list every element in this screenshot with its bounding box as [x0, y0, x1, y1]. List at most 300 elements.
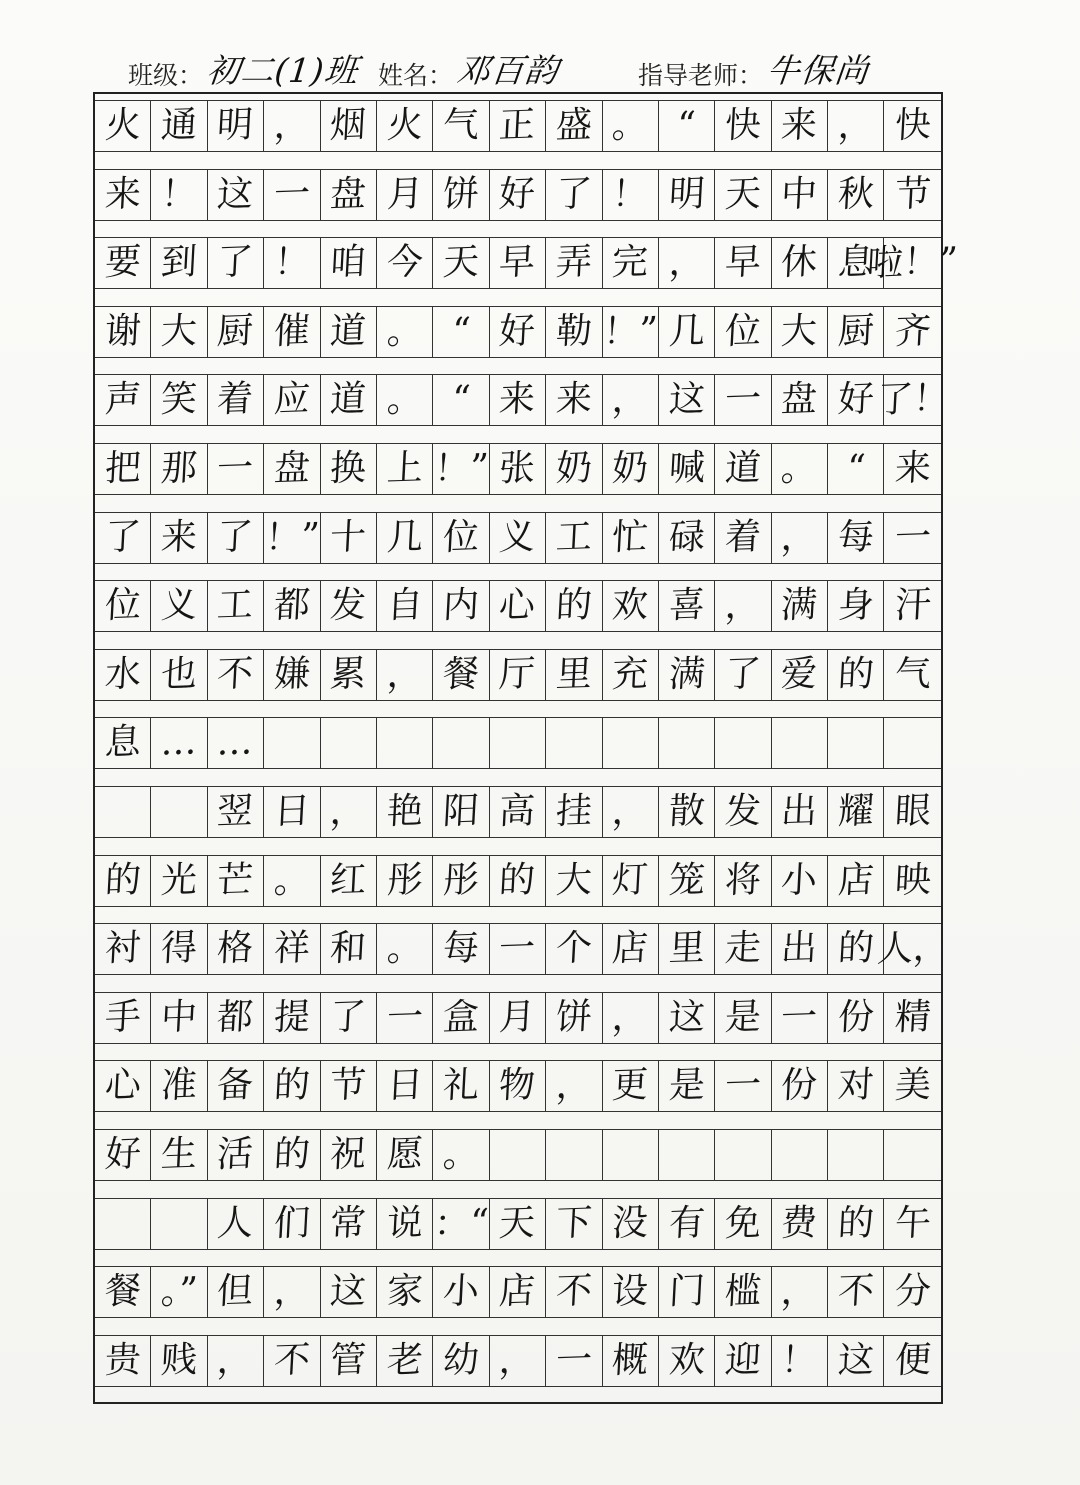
- grid-cell: [659, 170, 715, 220]
- handwritten-char: 概: [611, 1339, 650, 1382]
- handwritten-char: 一: [723, 1064, 763, 1108]
- grid-cell: [659, 444, 715, 494]
- handwritten-char: ，: [780, 515, 819, 559]
- handwritten-char: 了: [723, 653, 763, 696]
- handwritten-char: 义: [498, 515, 537, 559]
- handwritten-char: 份: [780, 1064, 819, 1108]
- grid-cell: [715, 993, 771, 1043]
- grid-cell: [433, 307, 489, 357]
- grid-cell: [490, 238, 546, 288]
- handwritten-char: ，: [385, 653, 424, 696]
- handwritten-char: 到: [160, 241, 199, 284]
- handwritten-char: 累: [329, 653, 368, 696]
- grid-cell: [321, 238, 377, 288]
- grid-cell: [546, 444, 602, 494]
- grid-cell: [884, 650, 940, 700]
- handwritten-char: 工: [216, 584, 255, 627]
- grid-cell: [208, 650, 264, 700]
- handwritten-char: ，: [329, 790, 368, 833]
- grid-cell: [659, 856, 715, 906]
- handwritten-char: 声: [103, 378, 142, 422]
- handwritten-char: 那: [160, 447, 199, 490]
- handwritten-char: 是: [667, 1064, 706, 1108]
- handwritten-char: 礼: [441, 1064, 481, 1108]
- grid-cell: [95, 650, 151, 700]
- handwritten-char: 。: [441, 1133, 481, 1176]
- grid-cell: [828, 1267, 884, 1317]
- handwritten-char: 喊: [667, 447, 706, 490]
- grid-cell: [490, 924, 546, 974]
- grid-cell: [772, 718, 828, 768]
- grid-cell: [715, 1336, 771, 1386]
- handwritten-char: ：“: [432, 1201, 490, 1245]
- grid-row: [95, 1129, 941, 1181]
- grid-cell: [433, 1130, 489, 1180]
- grid-cell: [715, 924, 771, 974]
- handwritten-char: “: [676, 104, 697, 147]
- handwritten-char: 但: [216, 1270, 255, 1313]
- handwritten-char: 翌: [216, 790, 255, 833]
- handwritten-char: 人，: [875, 926, 950, 971]
- grid-cell: [264, 307, 320, 357]
- teacher-field: [638, 45, 938, 92]
- handwritten-char: 来: [893, 447, 932, 490]
- grid-cell: [715, 1199, 771, 1249]
- grid-cell: [151, 993, 207, 1043]
- handwritten-char: ！: [611, 172, 650, 216]
- grid-cell: [659, 1199, 715, 1249]
- handwritten-char: 满: [667, 653, 706, 696]
- grid-cell: [151, 444, 207, 494]
- handwritten-char: 彤: [441, 858, 481, 902]
- grid-cell: [208, 170, 264, 220]
- handwritten-char: 芒: [216, 858, 255, 902]
- handwritten-char: 明: [667, 172, 706, 216]
- handwritten-char: 的: [554, 584, 593, 627]
- grid-cell: [264, 581, 320, 631]
- grid-cell: [603, 444, 659, 494]
- grid-cell: [321, 787, 377, 837]
- grid-cell: [715, 101, 771, 151]
- grid-cell: [433, 101, 489, 151]
- handwritten-char: 手: [103, 996, 142, 1039]
- handwritten-char: 节: [893, 172, 932, 216]
- grid-row: [95, 306, 941, 358]
- handwritten-char: 烟: [329, 104, 368, 147]
- handwritten-char: 着: [216, 378, 255, 422]
- handwritten-char: 快: [893, 104, 932, 147]
- grid-cell: [828, 581, 884, 631]
- grid-cell: [151, 1130, 207, 1180]
- handwritten-char: 气: [893, 653, 932, 696]
- handwritten-char: 物: [498, 1064, 537, 1108]
- grid-cell: [546, 1336, 602, 1386]
- grid-cell: [321, 1130, 377, 1180]
- grid-cell: [490, 444, 546, 494]
- handwritten-char: 是: [723, 996, 763, 1039]
- handwritten-char: 贵: [103, 1339, 142, 1382]
- grid-cell: [884, 1061, 940, 1111]
- grid-cell: [603, 650, 659, 700]
- grid-cell: [715, 650, 771, 700]
- name-label: 姓名：: [378, 61, 454, 90]
- grid-cell: [377, 238, 433, 288]
- grid-row: [95, 649, 941, 701]
- handwritten-char: ，: [498, 1339, 537, 1382]
- grid-cell: [208, 718, 264, 768]
- grid-cell: [884, 581, 940, 631]
- handwritten-char: 大: [780, 310, 819, 353]
- grid-cell: [151, 101, 207, 151]
- grid-cell: [659, 1130, 715, 1180]
- handwritten-char: 里: [667, 927, 706, 970]
- grid-row: [95, 1266, 941, 1318]
- handwritten-char: 谢: [103, 310, 142, 353]
- grid-cell: [433, 1336, 489, 1386]
- class-field: [128, 45, 378, 92]
- handwritten-char: ，: [723, 584, 763, 627]
- grid-cell: [433, 513, 489, 563]
- grid-cell: [603, 993, 659, 1043]
- grid-cell: [546, 375, 602, 425]
- grid-cell: [433, 856, 489, 906]
- grid-cell: [321, 170, 377, 220]
- handwritten-char: 艳: [385, 790, 424, 833]
- grid-cell: [377, 787, 433, 837]
- handwritten-char: 早: [498, 241, 537, 284]
- grid-cell: [884, 307, 940, 357]
- handwritten-char: 这: [667, 378, 706, 422]
- grid-cell: [772, 787, 828, 837]
- grid-cell: [264, 924, 320, 974]
- handwritten-char: 完: [611, 241, 650, 284]
- grid-cell: [772, 1130, 828, 1180]
- handwritten-char: 碌: [667, 515, 706, 559]
- handwritten-char: 将: [723, 858, 763, 902]
- grid-cell: [321, 581, 377, 631]
- grid-cell: [772, 1267, 828, 1317]
- handwritten-char: 备: [216, 1064, 255, 1108]
- handwritten-char: 盒: [441, 996, 481, 1039]
- handwritten-char: 大: [554, 858, 593, 902]
- grid-cell: [264, 1336, 320, 1386]
- grid-cell: [151, 924, 207, 974]
- handwritten-char: 衬: [103, 927, 142, 970]
- handwritten-char: 都: [272, 584, 311, 627]
- grid-cell: [828, 170, 884, 220]
- handwritten-char: 来: [780, 104, 819, 147]
- handwritten-char: 出: [780, 790, 819, 833]
- handwritten-char: 好: [836, 378, 875, 422]
- grid-cell: [95, 924, 151, 974]
- handwritten-char: ，: [554, 1064, 593, 1108]
- grid-cell: [603, 513, 659, 563]
- grid-cell: [377, 1199, 433, 1249]
- grid-cell: [264, 1199, 320, 1249]
- grid-cell: [603, 101, 659, 151]
- grid-cell: [884, 1336, 940, 1386]
- handwritten-char: 大: [160, 310, 199, 353]
- grid-cell: [828, 513, 884, 563]
- grid-cell: [884, 170, 940, 220]
- handwritten-char: 道: [329, 378, 368, 422]
- class-label: 班级：: [128, 61, 204, 90]
- handwritten-char: 位: [723, 310, 763, 353]
- handwritten-char: 没: [611, 1201, 650, 1245]
- grid-row: [95, 855, 941, 907]
- grid-cell: [151, 856, 207, 906]
- handwritten-char: 家: [385, 1270, 424, 1313]
- grid-cell: [208, 1199, 264, 1249]
- handwritten-char: 满: [780, 584, 819, 627]
- grid-cell: [95, 993, 151, 1043]
- grid-cell: [208, 238, 264, 288]
- handwritten-char: 更: [611, 1064, 650, 1108]
- grid-cell: [95, 375, 151, 425]
- grid-cell: [772, 375, 828, 425]
- handwritten-char: 们: [272, 1201, 311, 1245]
- handwritten-char: 了！: [875, 378, 950, 422]
- handwritten-char: 人: [216, 1201, 255, 1245]
- grid-cell: [321, 718, 377, 768]
- grid-cell: [490, 650, 546, 700]
- grid-cell: [433, 170, 489, 220]
- grid-cell: [95, 101, 151, 151]
- grid-cell: [377, 718, 433, 768]
- grid-cell: [875, 924, 950, 974]
- grid-cell: [208, 444, 264, 494]
- grid-cell: [377, 1061, 433, 1111]
- handwritten-char: 上: [385, 447, 424, 490]
- grid-cell: [715, 307, 771, 357]
- grid-cell: [828, 856, 884, 906]
- handwritten-char: “: [845, 447, 867, 490]
- handwritten-char: 充: [611, 653, 650, 696]
- grid-cell: [828, 101, 884, 151]
- handwritten-char: 餐: [441, 653, 481, 696]
- grid-cell: [603, 375, 659, 425]
- handwritten-char: 愿: [385, 1133, 424, 1176]
- grid-cell: [772, 1336, 828, 1386]
- handwritten-char: 笑: [160, 378, 199, 422]
- grid-cell: [377, 1267, 433, 1317]
- grid-cell: [490, 307, 546, 357]
- grid-cell: [603, 1130, 659, 1180]
- handwritten-char: ，: [272, 1270, 311, 1313]
- grid-cell: [490, 787, 546, 837]
- handwritten-char: 的: [498, 858, 537, 902]
- grid-cell: [321, 375, 377, 425]
- grid-cell: [433, 375, 489, 425]
- grid-row: [95, 992, 941, 1044]
- handwritten-char: 天: [723, 172, 763, 216]
- grid-cell: [715, 581, 771, 631]
- handwritten-char: ，: [780, 1270, 819, 1313]
- grid-cell: [321, 650, 377, 700]
- handwritten-char: ，: [216, 1339, 255, 1382]
- handwritten-char: 火: [385, 104, 424, 147]
- grid-cell: [546, 1061, 602, 1111]
- handwritten-char: 来: [498, 378, 537, 422]
- grid-cell: [321, 856, 377, 906]
- grid-cell: [433, 1199, 489, 1249]
- grid-cell: [546, 787, 602, 837]
- handwritten-char: 一: [272, 172, 311, 216]
- handwritten-char: 月: [385, 172, 424, 216]
- handwritten-char: 中: [160, 996, 199, 1039]
- grid-cell: [95, 238, 151, 288]
- grid-cell: [151, 787, 207, 837]
- handwritten-char: 贱: [160, 1339, 199, 1382]
- grid-cell: [433, 718, 489, 768]
- handwritten-char: 活: [216, 1133, 255, 1176]
- handwritten-char: 一: [723, 378, 763, 422]
- grid-cell: [490, 1199, 546, 1249]
- handwritten-char: 分: [893, 1270, 932, 1313]
- grid-cell: [546, 993, 602, 1043]
- handwritten-char: 了: [554, 172, 593, 216]
- grid-cell: [884, 787, 940, 837]
- grid-cell: [866, 238, 959, 288]
- grid-cell: [772, 650, 828, 700]
- grid-cell: [151, 1199, 207, 1249]
- grid-cell: [546, 581, 602, 631]
- handwritten-char: 通: [160, 104, 199, 147]
- grid-cell: [884, 856, 940, 906]
- grid-cell: [151, 170, 207, 220]
- handwritten-char: 说: [385, 1201, 424, 1245]
- grid-cell: [828, 444, 884, 494]
- grid-cell: [264, 375, 320, 425]
- handwritten-char: 一: [385, 996, 424, 1039]
- handwritten-char: 一: [554, 1339, 593, 1382]
- grid-cell: [208, 787, 264, 837]
- handwritten-char: 发: [723, 790, 763, 833]
- grid-cell: [377, 650, 433, 700]
- grid-cell: [151, 581, 207, 631]
- handwritten-char: 十: [329, 515, 368, 559]
- grid-cell: [433, 238, 489, 288]
- handwritten-char: 汗: [893, 584, 932, 627]
- handwritten-char: 彤: [385, 858, 424, 902]
- grid-cell: [546, 1130, 602, 1180]
- grid-cell: [433, 650, 489, 700]
- handwritten-char: 几: [667, 310, 706, 353]
- handwritten-char: 这: [836, 1339, 875, 1382]
- handwritten-char: ，: [836, 104, 875, 147]
- grid-cell: [433, 924, 489, 974]
- handwritten-char: 店: [836, 858, 875, 902]
- handwritten-char: 今: [385, 241, 424, 284]
- grid-cell: [377, 856, 433, 906]
- grid-cell: [264, 650, 320, 700]
- grid-cell: [321, 993, 377, 1043]
- handwritten-char: 的: [836, 653, 875, 696]
- handwritten-char: 散: [667, 790, 706, 833]
- grid-cell: [603, 1267, 659, 1317]
- handwritten-char: 得: [160, 927, 199, 970]
- handwritten-char: 。: [780, 447, 819, 490]
- handwritten-char: ！: [160, 172, 199, 216]
- handwritten-char: 好: [103, 1133, 142, 1176]
- handwritten-char: 几: [385, 515, 424, 559]
- grid-cell: [377, 581, 433, 631]
- grid-cell: [264, 787, 320, 837]
- handwritten-char: 快: [723, 104, 763, 147]
- grid-cell: [715, 170, 771, 220]
- grid-cell: [546, 650, 602, 700]
- grid-cell: [490, 1130, 546, 1180]
- handwritten-char: 灯: [611, 858, 650, 902]
- handwritten-char: 下: [554, 1201, 593, 1245]
- handwritten-char: 都: [216, 996, 255, 1039]
- grid-cell: [715, 513, 771, 563]
- grid-cell: [151, 718, 207, 768]
- handwritten-char: 红: [329, 858, 368, 902]
- handwritten-char: 火: [103, 104, 142, 147]
- handwritten-char: 弄: [554, 241, 593, 284]
- handwritten-char: 份: [836, 996, 875, 1039]
- handwritten-char: 的: [272, 1064, 311, 1108]
- grid-cell: [715, 1267, 771, 1317]
- handwritten-char: 。: [385, 310, 424, 353]
- grid-cell: [884, 718, 940, 768]
- handwritten-char: ！: [272, 241, 311, 284]
- grid-cell: [772, 307, 828, 357]
- grid-cell: [546, 924, 602, 974]
- grid-cell: [603, 238, 659, 288]
- grid-row: [95, 717, 941, 769]
- handwritten-char: 日: [272, 790, 311, 833]
- grid-cell: [828, 718, 884, 768]
- handwritten-char: 。: [385, 927, 424, 970]
- grid-cell: [95, 581, 151, 631]
- handwritten-char: 奶: [611, 447, 650, 490]
- grid-cell: [208, 581, 264, 631]
- handwritten-char: …: [160, 721, 199, 765]
- handwritten-char: 欢: [667, 1339, 706, 1382]
- grid-cell: [828, 1199, 884, 1249]
- grid-cell: [264, 170, 320, 220]
- handwritten-char: 饼: [554, 996, 593, 1039]
- handwritten-char: 饼: [441, 172, 481, 216]
- handwritten-char: 喜: [667, 584, 706, 627]
- handwritten-char: 道: [329, 310, 368, 353]
- grid-cell: [715, 1130, 771, 1180]
- handwritten-char: 的: [836, 927, 875, 970]
- handwritten-char: 生: [160, 1133, 199, 1176]
- grid-cell: [659, 581, 715, 631]
- grid-cell: [715, 238, 771, 288]
- handwritten-char: 这: [329, 1270, 368, 1313]
- grid-cell: [546, 513, 602, 563]
- grid-cell: [208, 1267, 264, 1317]
- handwritten-char: 位: [103, 584, 142, 627]
- handwritten-char: 欢: [611, 584, 650, 627]
- handwritten-char: 准: [160, 1064, 199, 1108]
- handwritten-char: 出: [780, 927, 819, 970]
- grid-cell: [95, 1130, 151, 1180]
- handwritten-char: 一: [893, 515, 932, 559]
- handwritten-char: “: [450, 379, 472, 421]
- handwritten-char: 自: [385, 584, 424, 627]
- grid-cell: [264, 238, 320, 288]
- handwritten-char: 阳: [441, 790, 481, 833]
- grid-cell: [95, 1199, 151, 1249]
- handwritten-char: 了: [216, 241, 255, 284]
- handwritten-char: 道: [723, 447, 763, 490]
- handwritten-char: 也: [160, 653, 199, 696]
